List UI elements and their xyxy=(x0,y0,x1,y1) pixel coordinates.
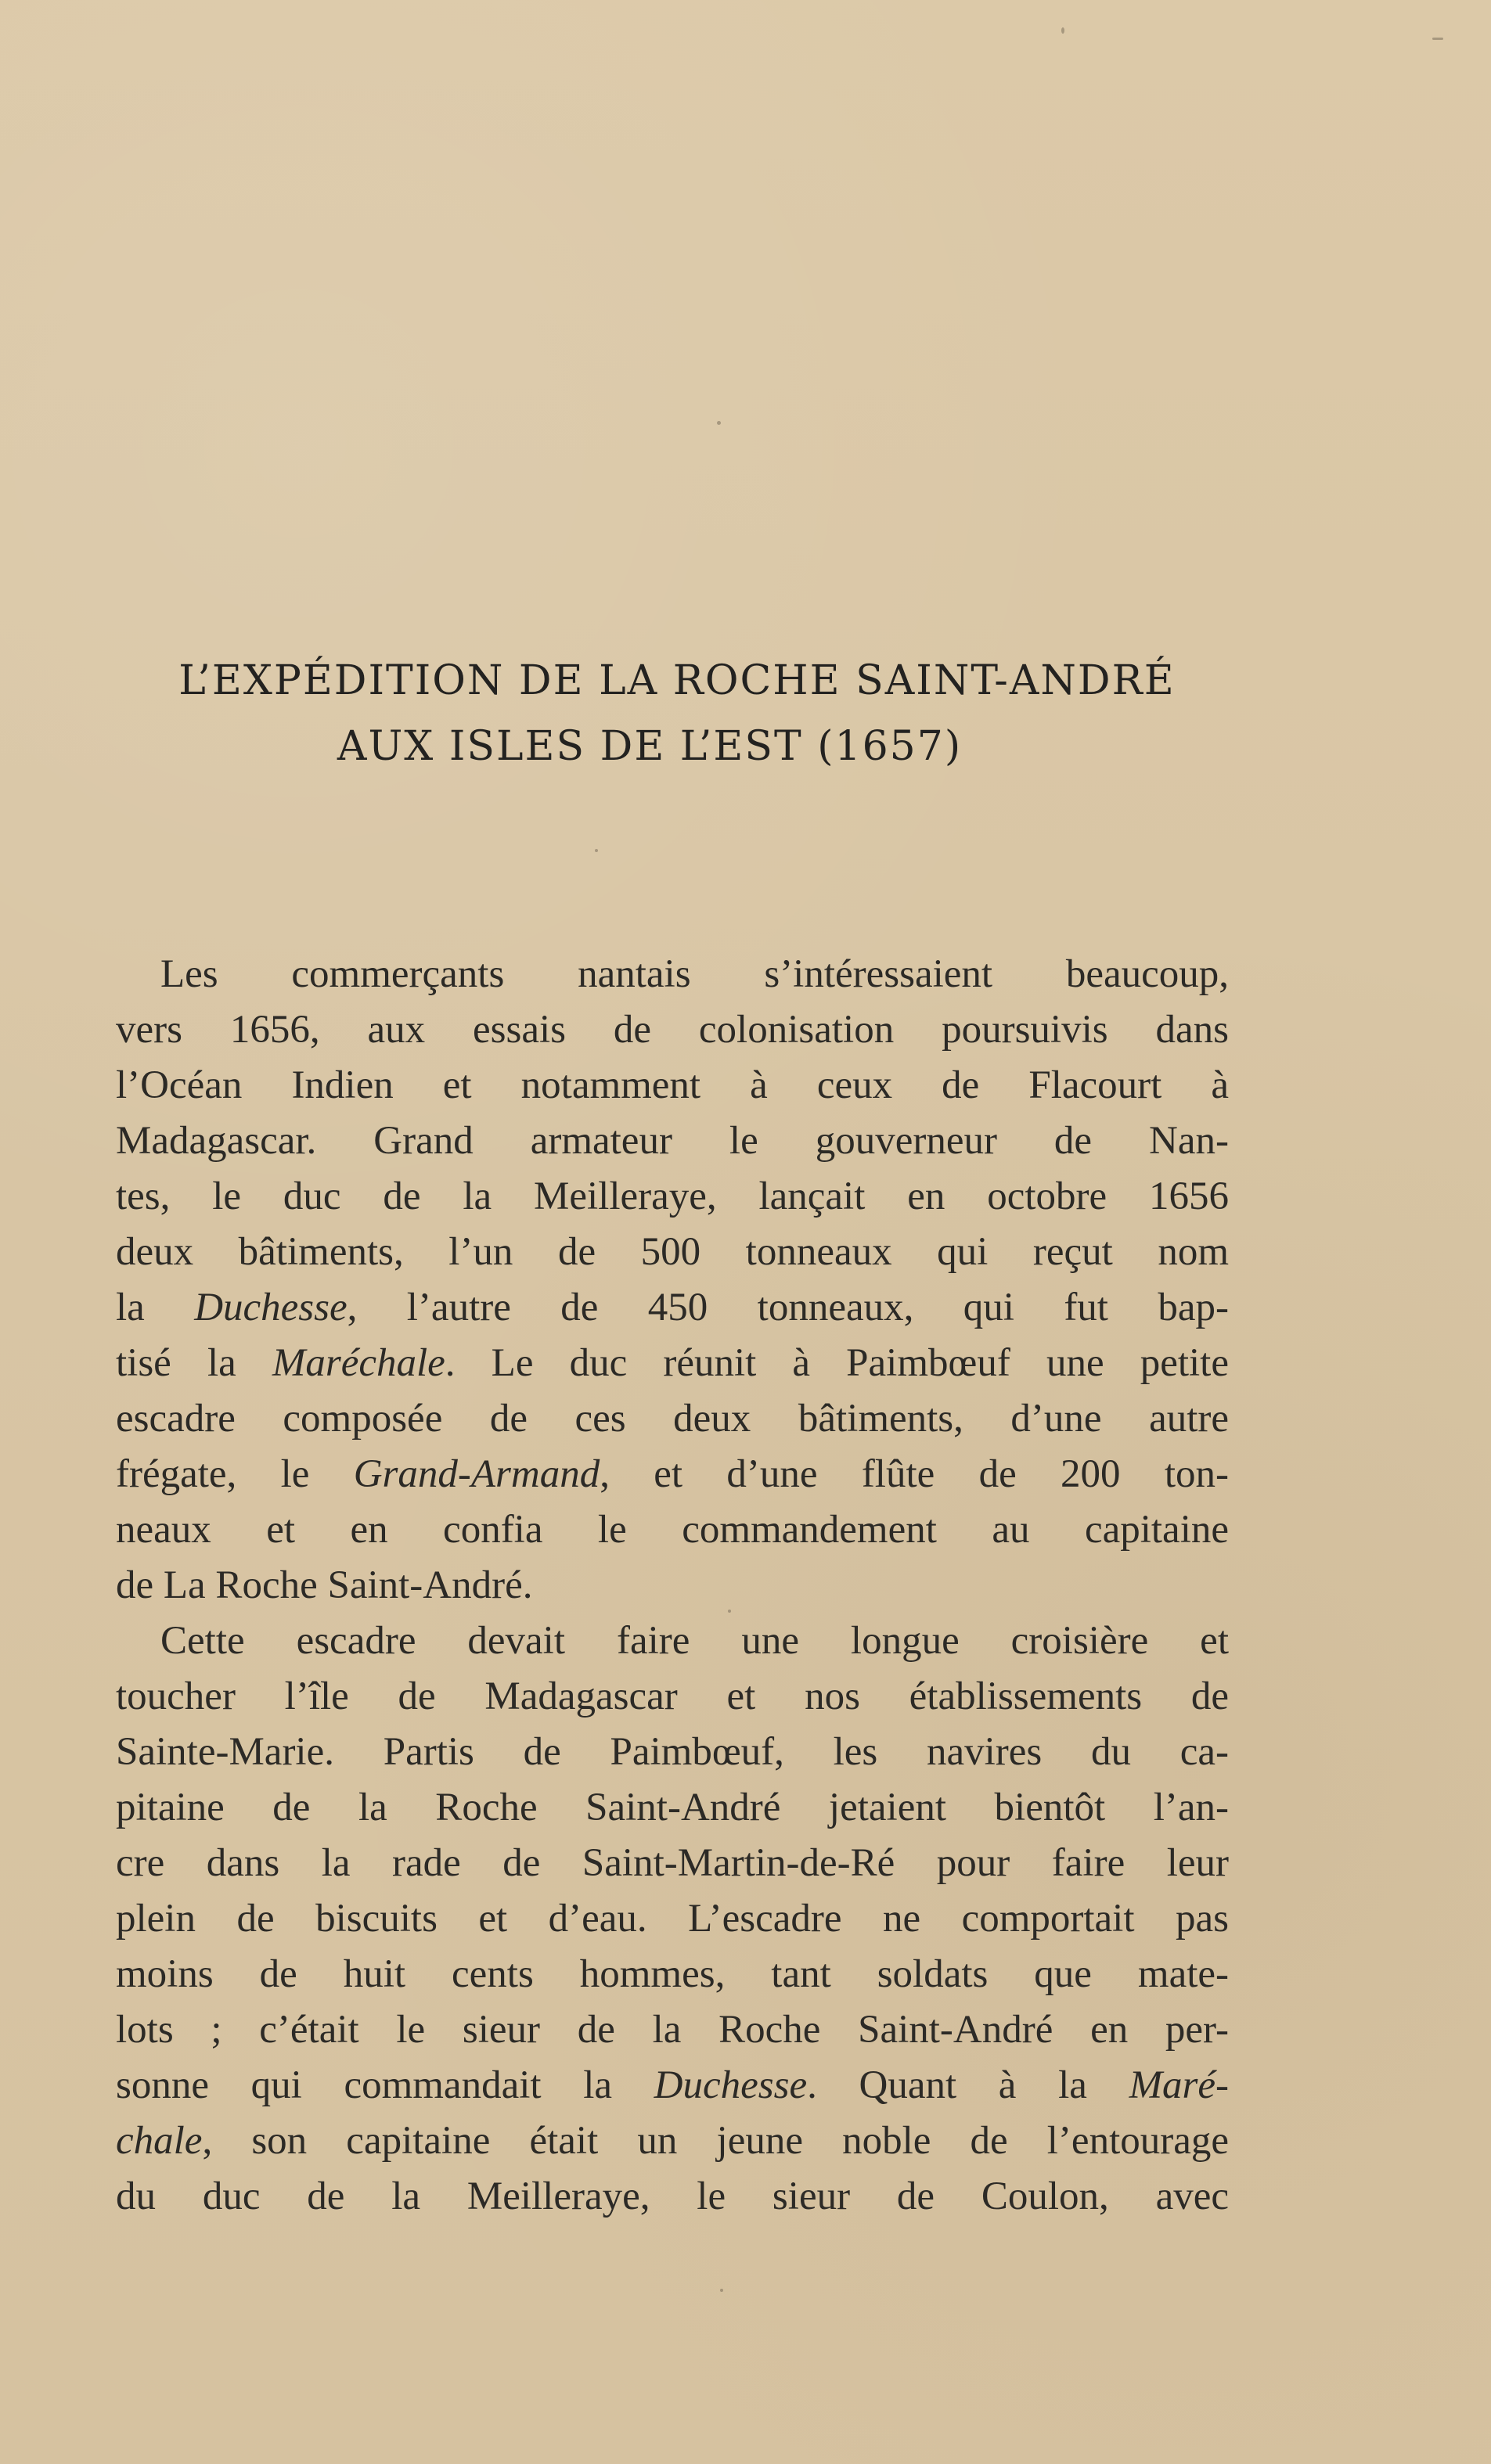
italic-ship-name: chale xyxy=(116,2119,203,2163)
text-run: , et d’une flûte de 200 ton- xyxy=(600,1452,1229,1496)
text-line xyxy=(116,1336,1229,1391)
italic-ship-name: Maréchale xyxy=(272,1341,445,1385)
paper-speck xyxy=(595,849,598,852)
text-line: Les commerçants nantais s’intéressaient beaucoup, xyxy=(160,952,1229,996)
text-line: Madagascar. Grand armateur le gouverneur de Nan- xyxy=(116,1119,1229,1163)
text-line xyxy=(116,2113,1229,2169)
text-line: moins de huit cents hommes, tant soldats que mate- xyxy=(116,1952,1229,1996)
text-line: vers 1656, aux essais de colonisation poursuivis dans xyxy=(116,1008,1229,1052)
paragraph-2 xyxy=(116,1613,1229,2225)
heading-line-2: AUX ISLES DE L’EST (1657) xyxy=(337,723,963,770)
paper-speck xyxy=(1432,38,1443,40)
paper-speck xyxy=(1061,27,1064,34)
text-line: neaux et en confia le commandement au capitaine xyxy=(116,1508,1229,1552)
text-line: de La Roche Saint-André. xyxy=(116,1563,533,1607)
text-line: toucher l’île de Madagascar et nos établissements de xyxy=(116,1674,1229,1718)
text-line xyxy=(116,1447,1229,1502)
italic-ship-name: Duchesse xyxy=(654,2063,808,2107)
text-line: escadre composée de ces deux bâtiments, d’une autre xyxy=(116,1397,1229,1441)
italic-ship-name: Duchesse xyxy=(194,1286,348,1329)
text-line: Sainte-Marie. Partis de Paimbœuf, les navires du ca- xyxy=(116,1730,1229,1774)
paragraph-1 xyxy=(116,947,1229,1613)
text-line xyxy=(116,1280,1229,1336)
text-line: cre dans la rade de Saint-Martin-de-Ré pour faire leur xyxy=(116,1841,1229,1885)
italic-ship-name: Grand-Armand xyxy=(353,1452,600,1496)
text-run: tisé la xyxy=(116,1341,272,1385)
paper-speck xyxy=(720,2289,723,2292)
text-line: tes, le duc de la Meilleraye, lançait en octobre 1656 xyxy=(116,1174,1229,1218)
text-line: deux bâtiments, l’un de 500 tonneaux qui reçut nom xyxy=(116,1230,1229,1274)
text-line: plein de biscuits et d’eau. L’escadre ne comportait pas xyxy=(116,1897,1229,1941)
text-run: frégate, le xyxy=(116,1452,354,1496)
text-line: Cette escadre devait faire une longue croisière et xyxy=(160,1619,1229,1663)
paper-speck xyxy=(717,421,721,425)
text-line: lots ; c’était le sieur de la Roche Saint-André en per- xyxy=(116,2008,1229,2052)
heading-line-1: L’EXPÉDITION DE LA ROCHE SAINT-ANDRÉ xyxy=(178,657,1176,704)
chapter-heading xyxy=(110,648,1190,779)
text-line: pitaine de la Roche Saint-André jetaient bientôt l’an- xyxy=(116,1786,1229,1829)
text-run: la xyxy=(116,1286,195,1329)
text-line: l’Océan Indien et notamment à ceux de Flacourt à xyxy=(116,1063,1229,1107)
text-line: du duc de la Meilleraye, le sieur de Coulon, avec xyxy=(116,2174,1229,2218)
text-run: . Quant à la xyxy=(807,2063,1129,2107)
text-run: sonne qui commandait la xyxy=(116,2063,654,2107)
text-run: . Le duc réunit à Paimbœuf une petite xyxy=(445,1341,1229,1385)
text-run: , l’autre de 450 tonneaux, qui fut bap- xyxy=(347,1286,1229,1329)
text-line xyxy=(116,2058,1229,2113)
italic-ship-name: Maré- xyxy=(1129,2063,1229,2107)
body-text xyxy=(116,947,1229,2225)
text-run: , son capitaine était un jeune noble de l’entourage xyxy=(202,2119,1229,2163)
